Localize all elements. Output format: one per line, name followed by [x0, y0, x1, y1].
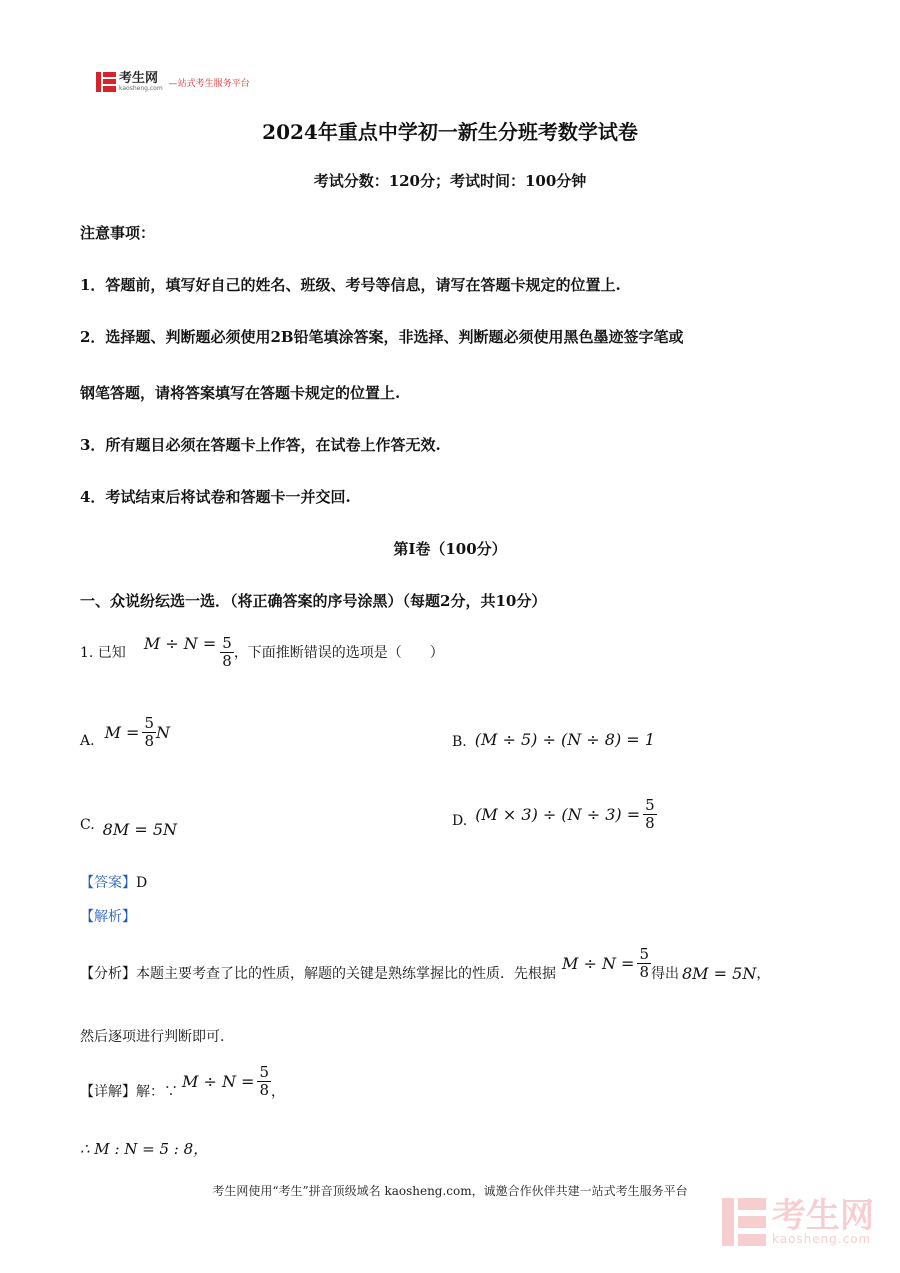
fenxi-text: 本题主要考查了比的性质，解题的关键是熟练掌握比的性质．先根据: [136, 966, 556, 982]
analysis-fenxi: [80, 938, 770, 988]
xiangjie-fraction: $\frac{5}{8}$: [259, 1063, 269, 1099]
note-item-4: 4．考试结束后将试卷和答题卡一并交回.: [80, 488, 351, 506]
option-b-math: (M ÷ 5) ÷ (N ÷ 8) = 1: [474, 729, 655, 749]
xiangjie-label: 【详解】: [80, 1084, 136, 1100]
option-d: [452, 790, 657, 838]
option-a: [80, 708, 170, 756]
page-title: 2024年重点中学初一新生分班考数学试卷: [262, 120, 638, 144]
volume-heading: 第Ⅰ卷（100分）: [393, 540, 507, 558]
exam-info: 考试分数：120分；考试时间：100分钟: [313, 172, 587, 190]
option-d-label: D.: [452, 813, 468, 829]
watermark: [722, 1198, 874, 1246]
note-item-2-cont: 钢笔答题，请将答案填写在答题卡规定的位置上.: [80, 384, 401, 402]
logo-domain: kaosheng.com: [119, 85, 163, 92]
option-a-fraction: $\frac{5}{8}$: [144, 714, 154, 750]
option-a-lhs: M =: [104, 722, 140, 742]
fenxi-math: M ÷ N =: [562, 953, 635, 973]
option-a-rhs: N: [155, 722, 170, 742]
notes-heading: 注意事项：: [80, 224, 156, 242]
question-1: [80, 626, 444, 678]
xiangjie-math: M ÷ N =: [182, 1071, 255, 1091]
note-item-3: 3．所有题目必须在答题卡上作答，在试卷上作答无效.: [80, 436, 441, 454]
answer-value: D: [136, 875, 148, 891]
option-c-label: C.: [80, 816, 95, 833]
watermark-logo-icon: [722, 1198, 766, 1246]
watermark-name: 考生网: [772, 1196, 874, 1236]
site-logo: [96, 72, 250, 92]
xiangjie-text: 解：∵: [136, 1084, 178, 1100]
option-b: [452, 728, 655, 750]
fenxi-end: ，: [756, 966, 771, 982]
part-title: 一、众说纷纭选一选．（将正确答案的序号涂黑）（每题2分，共10分）: [80, 592, 547, 610]
option-b-label: B.: [452, 734, 467, 750]
note-item-2: 2．选择题、判断题必须使用2B铅笔填涂答案，非选择、判断题必须使用黑色墨迹签字笔或: [80, 328, 684, 346]
fenxi-label: 【分析】: [80, 966, 136, 982]
analysis-label: 【解析】: [80, 909, 136, 925]
fenxi-line-2: 然后逐项进行判断即可.: [80, 1029, 225, 1045]
therefore-line: ∴ M : N = 5 : 8，: [80, 1140, 209, 1158]
analysis-xiangjie: [80, 1056, 285, 1106]
fenxi-fraction: $\frac{5}{8}$: [639, 945, 649, 981]
option-c-math: 8M = 5N: [102, 820, 177, 839]
xiangjie-end: ，: [271, 1084, 285, 1100]
answer-label: 【答案】: [80, 875, 136, 891]
fenxi-result: 8M = 5N: [682, 963, 757, 983]
watermark-domain: kaosheng.com: [772, 1232, 872, 1246]
question-1-prefix: 1. 已知: [80, 645, 126, 661]
fenxi-mid: 得出: [651, 966, 679, 982]
question-1-fraction: $\frac{5}{8}$: [222, 634, 232, 670]
option-c: [80, 814, 177, 839]
footer-text: 考生网使用“考生”拼音顶级域名 kaosheng.com，诚邀合作伙伴共建一站式考生服务平台: [212, 1184, 688, 1198]
logo-slogan: —站式考生服务平台: [168, 78, 250, 89]
answer-line: [80, 872, 147, 892]
option-d-fraction: $\frac{5}{8}$: [645, 796, 655, 832]
kaosheng-logo-icon: [96, 72, 116, 92]
option-d-lhs: (M × 3) ÷ (N ÷ 3) =: [475, 804, 641, 824]
logo-name: 考生网: [119, 71, 159, 86]
question-1-suffix: ，下面推断错误的选项是（ ）: [233, 645, 444, 661]
note-item-1: 1．答题前，填写好自己的姓名、班级、考号等信息，请写在答题卡规定的位置上.: [80, 276, 621, 294]
question-1-math: M ÷ N =: [143, 633, 217, 653]
option-a-label: A.: [80, 733, 95, 749]
